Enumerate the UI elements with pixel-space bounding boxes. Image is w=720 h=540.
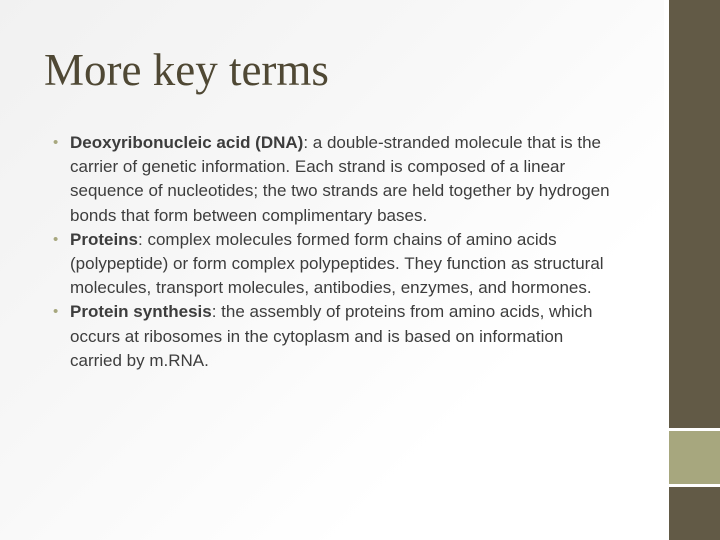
- bullet-item-dna: [52, 131, 612, 228]
- bullet-term: Protein synthesis: [70, 302, 212, 322]
- bullet-definition: : the assembly of proteins from amino acids, which occurs at ribosomes in the cytoplasm and is based on information carried by m.RNA.: [70, 302, 593, 370]
- sidebar-divider-lower: [669, 484, 720, 487]
- bullet-dot-icon: •: [53, 303, 59, 321]
- bullet-term: Proteins: [70, 229, 139, 249]
- bullet-term: Deoxyribonucleic acid (DNA): [70, 133, 304, 152]
- bullet-list: [52, 131, 612, 373]
- bullet-item-protein-synthesis: [52, 300, 612, 373]
- bullet-item-proteins: [52, 228, 612, 301]
- decorative-sidebar-accent: [669, 431, 720, 484]
- bullet-dot-icon: •: [53, 230, 59, 248]
- bullet-dot-icon: •: [53, 134, 59, 151]
- slide-title: More key terms: [44, 45, 329, 95]
- bullet-definition: : a double-stranded molecule that is the carrier of genetic information. Each strand is composed of a linear sequence of nucleotides; the two strands are held together by hydrogen bonds that form between complimentary bases.: [70, 133, 610, 225]
- bullet-definition: : complex molecules formed form chains of amino acids (polypeptide) or form complex polypeptides. They function as structural molecules, transport molecules, antibodies, enzymes, and hormones.: [70, 229, 604, 298]
